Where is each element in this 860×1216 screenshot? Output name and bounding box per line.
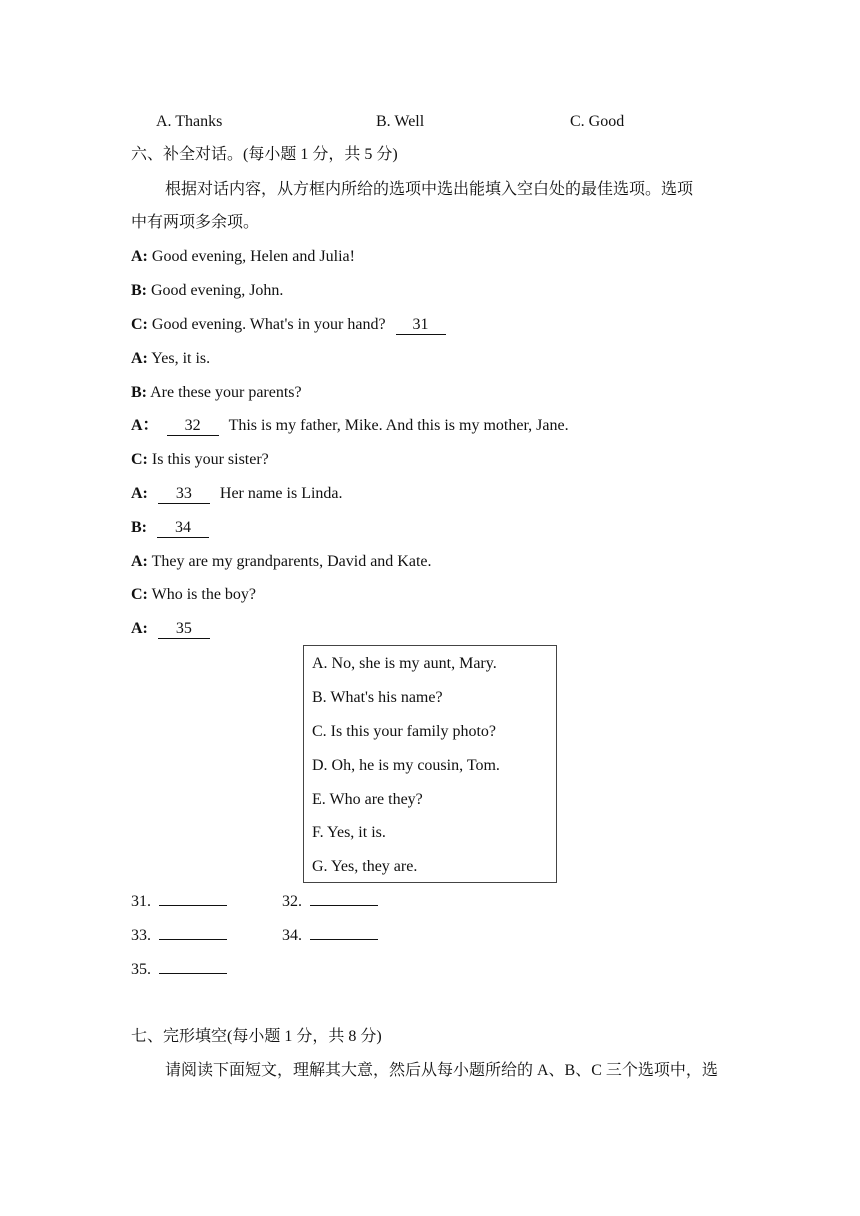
answer-31 [131, 891, 227, 912]
dialogue-line-11 [131, 585, 256, 605]
answer-32 [282, 891, 378, 912]
prev-option-a: A. Thanks [156, 113, 223, 130]
blank-34: 34 [157, 519, 209, 538]
option-g: G. Yes, they are. [312, 858, 418, 875]
dialogue-line-12 [131, 619, 210, 639]
blank-32: 32 [167, 417, 219, 436]
speaker: C: [131, 316, 148, 333]
option-f: F. Yes, it is. [312, 824, 386, 841]
answer-33 [131, 925, 227, 946]
section7-instruction: 请阅读下面短文，理解其大意，然后从每小题所给的 A、B、C 三个选项中，选 [165, 1062, 718, 1079]
speaker: B: [131, 519, 147, 536]
answer-number: 33. [131, 927, 151, 944]
utterance: Are these your parents? [150, 384, 302, 401]
section7-heading: 七、完形填空(每小题 1 分，共 8 分) [131, 1028, 382, 1045]
answer-number: 31. [131, 893, 151, 910]
speaker: C: [131, 586, 148, 603]
dialogue-line-4 [131, 349, 210, 369]
blank-33: 33 [158, 485, 210, 504]
answer-blank[interactable] [159, 891, 227, 906]
speaker: A: [131, 553, 148, 570]
utterance: Who is the boy? [151, 586, 257, 603]
answer-number: 35. [131, 961, 151, 978]
blank-35: 35 [158, 620, 210, 639]
speaker: A: [131, 620, 148, 637]
dialogue-line-6 [131, 416, 569, 436]
utterance: Good evening, Helen and Julia! [151, 248, 355, 265]
dialogue-line-2 [131, 281, 283, 301]
answer-blank[interactable] [310, 891, 378, 906]
prev-option-c: C. Good [570, 113, 625, 130]
dialogue-line-3 [131, 315, 446, 335]
utterance: Yes, it is. [151, 350, 211, 367]
utterance: They are my grandparents, David and Kate. [151, 553, 432, 570]
section6-instruction-line1: 根据对话内容，从方框内所给的选项中选出能填入空白处的最佳选项。选项 [165, 181, 694, 198]
answer-35 [131, 959, 227, 980]
answer-blank[interactable] [159, 925, 227, 940]
speaker: A: [131, 350, 148, 367]
answer-blank[interactable] [310, 925, 378, 940]
option-a: A. No, she is my aunt, Mary. [312, 655, 497, 672]
speaker: B: [131, 282, 147, 299]
utterance: This is my father, Mike. And this is my mother, Jane. [228, 417, 569, 434]
dialogue-line-1 [131, 247, 355, 267]
answer-blank[interactable] [159, 959, 227, 974]
utterance: Is this your sister? [151, 451, 269, 468]
dialogue-line-5 [131, 383, 302, 403]
dialogue-line-10 [131, 552, 432, 572]
option-c: C. Is this your family photo? [312, 723, 496, 740]
utterance: Good evening, John. [151, 282, 284, 299]
speaker: A: [131, 248, 148, 265]
options-box [303, 645, 557, 883]
dialogue-line-7 [131, 450, 269, 470]
utterance: Her name is Linda. [219, 485, 343, 502]
option-d: D. Oh, he is my cousin, Tom. [312, 757, 500, 774]
answer-number: 34. [282, 927, 302, 944]
section6-instruction-line2: 中有两项多余项。 [131, 214, 260, 231]
speaker: A: [131, 485, 148, 502]
option-b: B. What's his name? [312, 689, 443, 706]
option-e: E. Who are they? [312, 791, 423, 808]
section6-heading: 六、补全对话。(每小题 1 分，共 5 分) [131, 146, 398, 163]
utterance: Good evening. What's in your hand? [151, 316, 386, 333]
speaker: C: [131, 451, 148, 468]
answer-number: 32. [282, 893, 302, 910]
dialogue-line-8 [131, 484, 343, 504]
speaker: A： [131, 417, 159, 434]
blank-31: 31 [396, 316, 446, 335]
answer-34 [282, 925, 378, 946]
speaker: B: [131, 384, 147, 401]
prev-option-b: B. Well [376, 113, 425, 130]
dialogue-line-9 [131, 518, 209, 538]
